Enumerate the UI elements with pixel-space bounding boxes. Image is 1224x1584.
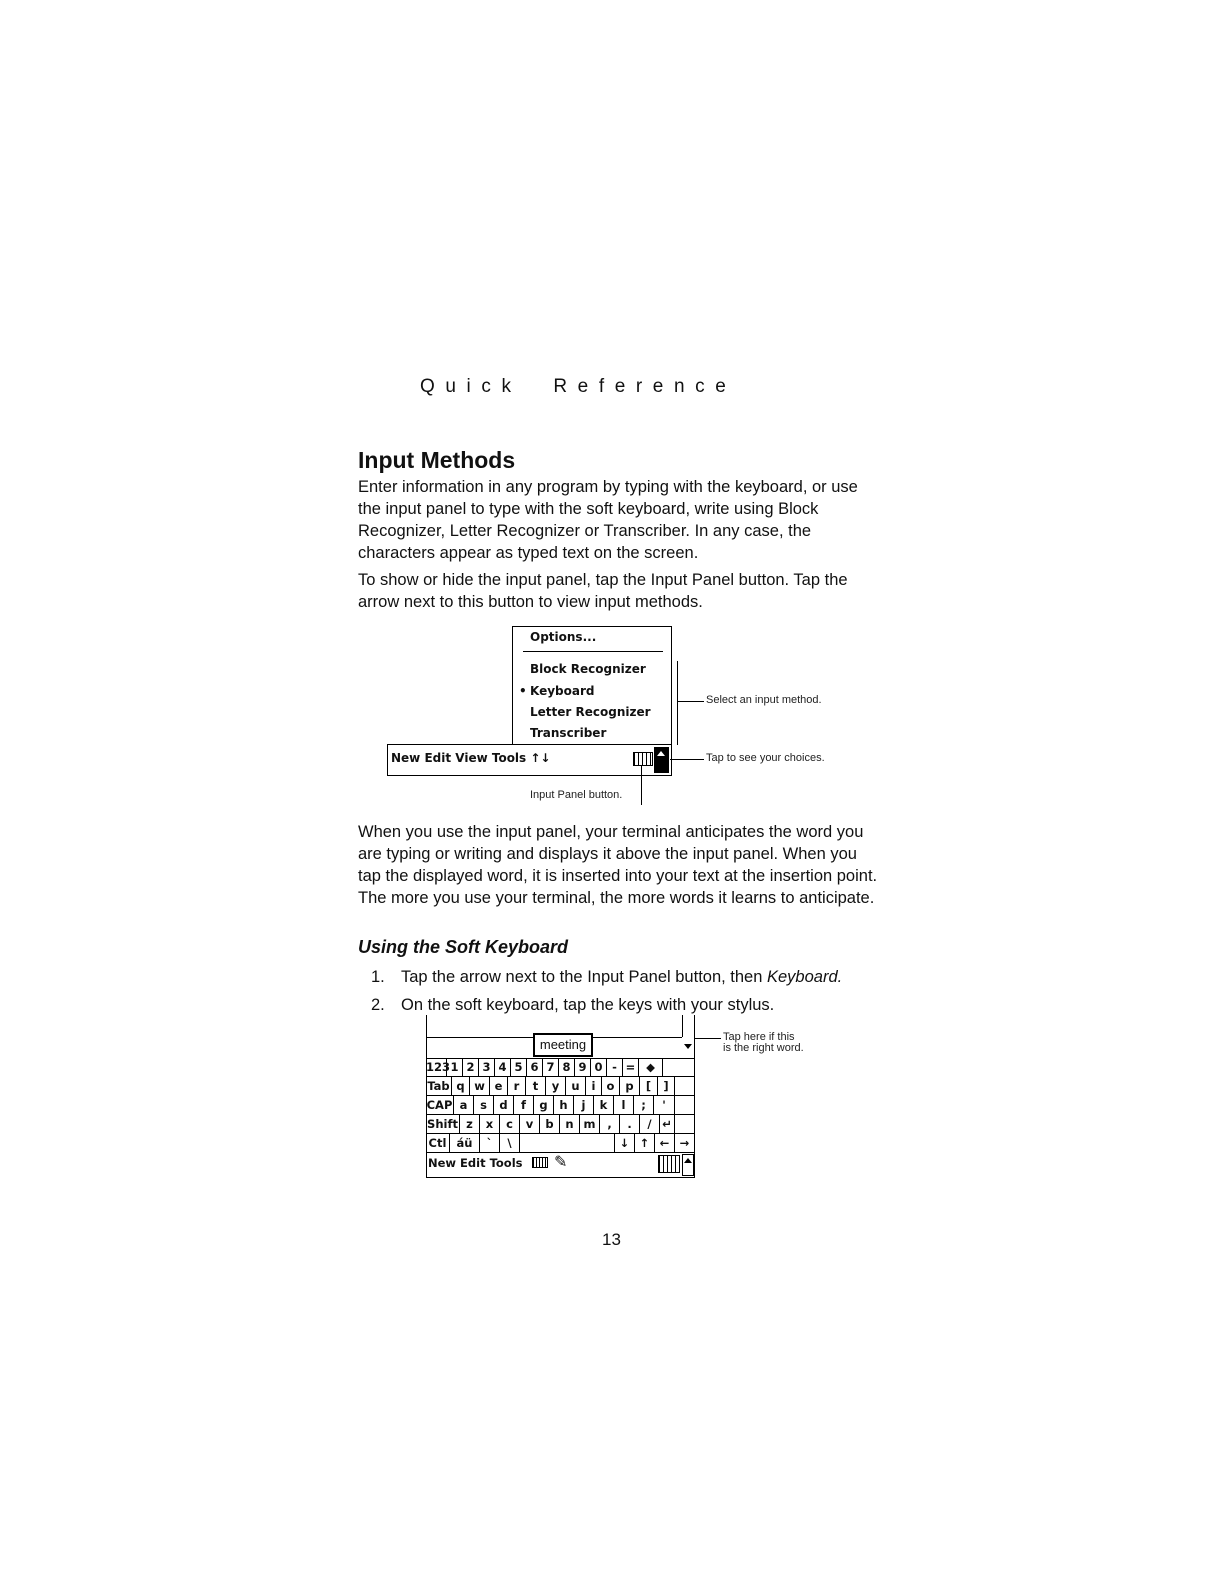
keyboard-row (426, 1115, 695, 1134)
suggested-word-button[interactable]: meeting (533, 1033, 593, 1057)
keyboard-key[interactable]: v (520, 1115, 540, 1133)
keyboard-key[interactable]: ← (655, 1134, 675, 1152)
keyboard-key[interactable]: Tab (426, 1077, 452, 1095)
key-space[interactable] (520, 1134, 615, 1152)
chevron-down-icon[interactable] (682, 1037, 694, 1057)
callout-bracket (677, 661, 678, 745)
input-method-arrow-button[interactable] (654, 747, 669, 773)
keyboard-key[interactable]: \ (500, 1134, 520, 1152)
keyboard-key[interactable]: 8 (559, 1058, 575, 1076)
keyboard-key[interactable]: c (500, 1115, 520, 1133)
keyboard-key[interactable]: 0 (591, 1058, 607, 1076)
keyboard-key[interactable]: g (534, 1096, 554, 1114)
keyboard-key[interactable]: 4 (495, 1058, 511, 1076)
keyboard-key[interactable]: j (574, 1096, 594, 1114)
callout-tap-here: Tap here if this is the right word. (723, 1031, 804, 1054)
keyboard-key[interactable]: ; (634, 1096, 654, 1114)
taskbar-menu[interactable]: New Edit Tools (428, 1156, 523, 1170)
taskbar-menu[interactable]: New Edit View Tools ↑↓ (391, 751, 551, 765)
leader-line (678, 701, 704, 702)
keyboard-key[interactable]: CAP (426, 1098, 453, 1112)
keyboard-row (426, 1077, 695, 1096)
selected-bullet-icon: • (519, 684, 527, 698)
keyboard-key[interactable]: 1 (447, 1058, 463, 1076)
keyboard-icon[interactable] (532, 1157, 548, 1168)
keyboard-key[interactable]: a (454, 1096, 474, 1114)
callout-tap-choices: Tap to see your choices. (706, 752, 825, 764)
intro-paragraph: Enter information in any program by typing with the keyboard, or use the input panel to type with the soft keyboard, write using Block Recognizer, Letter Recognizer or Transcriber. In any case, the characters appear as typed text on the screen. (358, 478, 858, 562)
input-panel-paragraph: To show or hide the input panel, tap the Input Panel button. Tap the arrow next to this button to view input methods. (358, 571, 848, 611)
step-number: 2. (371, 996, 385, 1014)
leader-line (695, 1038, 721, 1039)
subsection-title: Using the Soft Keyboard (358, 937, 569, 957)
keyboard-key[interactable]: e (490, 1077, 508, 1095)
keyboard-key[interactable]: ◆ (639, 1058, 663, 1076)
taskbar (387, 744, 672, 776)
running-header: Quick Reference (420, 376, 737, 397)
page-number: 13 (602, 1230, 621, 1249)
keyboard-key[interactable]: 2 (463, 1058, 479, 1076)
keyboard-key[interactable]: l (614, 1096, 634, 1114)
keyboard-key[interactable]: u (566, 1077, 586, 1095)
keyboard-key[interactable]: y (546, 1077, 566, 1095)
menu-item-transcriber[interactable]: Transcriber (530, 726, 607, 740)
keyboard-key[interactable]: b (540, 1115, 560, 1133)
keyboard-key[interactable]: ' (654, 1096, 675, 1114)
keyboard-key[interactable]: n (560, 1115, 580, 1133)
keyboard-key[interactable]: ↓ (615, 1134, 635, 1152)
keyboard-key[interactable]: p (620, 1077, 640, 1095)
keyboard-key[interactable]: m (580, 1115, 600, 1133)
keyboard-row (426, 1058, 695, 1077)
pen-icon[interactable]: ✎ (554, 1152, 568, 1171)
menu-item-letter-recognizer[interactable]: Letter Recognizer (530, 705, 651, 719)
frame-line (426, 1177, 695, 1178)
keyboard-key[interactable]: ↵ (660, 1115, 675, 1133)
keyboard-key[interactable]: [ (640, 1077, 658, 1095)
keyboard-key[interactable]: 5 (511, 1058, 527, 1076)
keyboard-key[interactable]: t (526, 1077, 546, 1095)
step-number: 1. (371, 968, 385, 986)
keyboard-key[interactable]: 7 (543, 1058, 559, 1076)
keyboard-key[interactable]: w (470, 1077, 490, 1095)
section-title: Input Methods (358, 447, 516, 473)
keyboard-icon[interactable] (633, 752, 653, 766)
keyboard-key[interactable]: = (623, 1058, 639, 1076)
input-method-arrow-button[interactable] (682, 1154, 694, 1176)
keyboard-key[interactable]: / (640, 1115, 660, 1133)
input-panel-icon[interactable] (658, 1155, 680, 1173)
keyboard-key[interactable]: f (514, 1096, 534, 1114)
menu-item-block-recognizer[interactable]: Block Recognizer (530, 662, 646, 676)
keyboard-key[interactable]: 3 (479, 1058, 495, 1076)
keyboard-key[interactable]: ] (658, 1077, 675, 1095)
keyboard-key[interactable]: i (586, 1077, 602, 1095)
keyboard-key[interactable]: k (594, 1096, 614, 1114)
menu-item-keyboard-label: Keyboard (530, 684, 595, 698)
keyboard-key[interactable]: → (675, 1134, 695, 1152)
leader-line (670, 759, 704, 760)
keyboard-key[interactable]: . (620, 1115, 640, 1133)
frame-line (682, 1015, 683, 1037)
keyboard-key[interactable]: , (600, 1115, 620, 1133)
input-method-menu (512, 626, 672, 745)
callout-input-panel-button: Input Panel button. (530, 789, 623, 801)
keyboard-key[interactable]: q (452, 1077, 470, 1095)
anticipation-paragraph: When you use the input panel, your terminal anticipates the word you are typing or writing and displays it above the input panel. When you tap the displayed word, it is inserted into your text at the insertion point. The more you use your terminal, the more words it learns to anticipate. (358, 823, 878, 907)
keyboard-key[interactable]: Shift (426, 1115, 460, 1133)
keyboard-key[interactable]: - (607, 1058, 623, 1076)
keyboard-row (426, 1096, 695, 1115)
soft-keyboard (426, 1058, 695, 1152)
keyboard-key[interactable]: d (494, 1096, 514, 1114)
keyboard-key[interactable]: 6 (527, 1058, 543, 1076)
menu-item-options[interactable]: Options... (530, 630, 597, 644)
step-text: Tap the arrow next to the Input Panel button, then (401, 968, 767, 986)
keyboard-row (426, 1134, 695, 1153)
step-item (371, 966, 842, 988)
step-emphasis: Keyboard. (767, 968, 843, 986)
keyboard-key[interactable]: z (460, 1115, 480, 1133)
step-text: On the soft keyboard, tap the keys with your stylus. (401, 996, 775, 1014)
keyboard-key[interactable]: s (474, 1096, 494, 1114)
keyboard-key[interactable]: 9 (575, 1058, 591, 1076)
leader-line (641, 765, 642, 805)
keyboard-key[interactable]: áü (450, 1134, 480, 1152)
keyboard-key[interactable]: r (508, 1077, 526, 1095)
menu-item-keyboard[interactable] (519, 684, 595, 698)
keyboard-key[interactable]: ` (480, 1134, 500, 1152)
keyboard-taskbar (426, 1152, 695, 1177)
menu-divider (523, 651, 663, 652)
keyboard-key[interactable]: 123 (426, 1060, 451, 1074)
keyboard-key[interactable]: x (480, 1115, 500, 1133)
keyboard-key[interactable]: Ctl (426, 1134, 450, 1152)
keyboard-key[interactable]: ↑ (635, 1134, 655, 1152)
callout-select-method: Select an input method. (706, 694, 822, 706)
keyboard-key[interactable]: h (554, 1096, 574, 1114)
keyboard-key[interactable]: o (602, 1077, 620, 1095)
step-item (371, 994, 774, 1016)
